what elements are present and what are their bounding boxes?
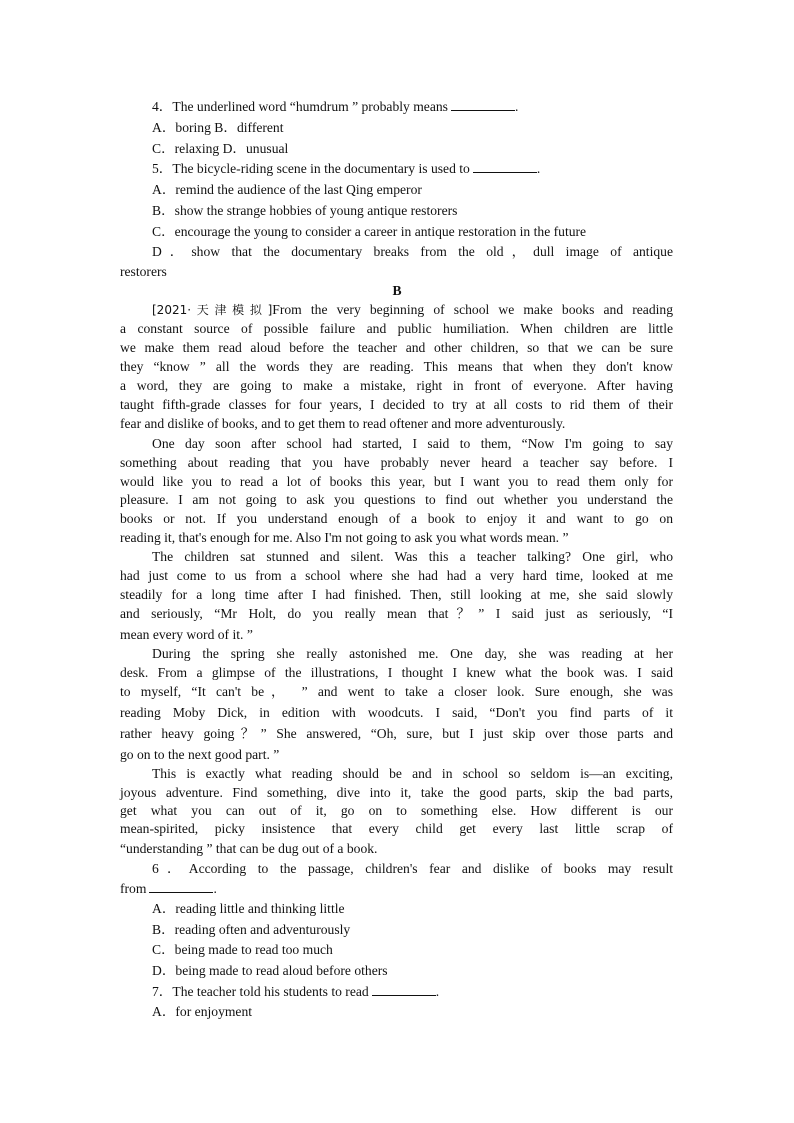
passage-line: reading Moby Dick, in edition with woodcuts. I said, “Don't you find parts of it xyxy=(120,705,673,720)
passage-line: a constant source of possible failure and public humiliation. When children are little xyxy=(120,321,673,336)
passage-line: This is exactly what reading should be and in school so seldom is—an exciting, xyxy=(152,766,673,781)
passage-line: The children sat stunned and silent. Was this a teacher talking? One girl, who xyxy=(152,549,673,564)
question-6-option-b: B．reading often and adventurously xyxy=(152,922,351,937)
passage-line: joyous adventure. Find something, dive into it, take the good parts, skip the bad parts, xyxy=(120,785,673,800)
question-5-option-a: A．remind the audience of the last Qing emperor xyxy=(152,182,422,197)
passage-line: One day soon after school had started, I said to them, “Now I'm going to say xyxy=(152,436,673,451)
passage-line: mean-spirited, picky insistence that every child get every last little scrap of xyxy=(120,821,673,836)
passage-line: During the spring she really astonished me. One day, she was reading at her xyxy=(152,646,673,661)
question-6-option-d: D．being made to read aloud before others xyxy=(152,963,388,978)
passage-line: desk. From a glimpse of the illustrations, I thought I knew what the book was. I said xyxy=(120,665,673,680)
question-5-option-c: C．encourage the young to consider a career in antique restoration in the future xyxy=(152,224,587,239)
question-4-stem: 4．The underlined word “humdrum ” probably means . xyxy=(152,99,519,114)
passage-line: rather heavy going？” She answered, “Oh, sure, but I just skip over those parts and xyxy=(120,726,673,741)
answer-blank xyxy=(451,97,515,111)
passage-line: would like you to read a lot of books this year, but I want you to read them only for xyxy=(120,474,673,489)
section-title: B xyxy=(392,283,402,298)
passage-line: a word, they are going to make a mistake, right in front of everyone. After having xyxy=(120,378,673,393)
passage-line: mean every word of it. ” xyxy=(120,627,253,642)
question-6-option-a: A．reading little and thinking little xyxy=(152,901,345,916)
passage-line: reading it, that's enough for me. Also I'm not going to ask you what words mean. ” xyxy=(120,530,569,545)
question-5-option-d-cont: restorers xyxy=(120,264,167,279)
answer-blank xyxy=(372,982,436,996)
passage-line: [2021·天津模拟]From the very beginning of school we make books and reading xyxy=(152,302,673,317)
passage-line: and seriously, “Mr Holt, do you really mean that？” I said just as seriously, “I xyxy=(120,606,673,621)
answer-blank xyxy=(473,159,537,173)
passage-line: taught fifth-grade classes for four years, I decided to try at all costs to rid them of their xyxy=(120,397,673,412)
passage-line: we make them read aloud before the teacher and other children, so that we can be sure xyxy=(120,340,673,355)
passage-source: [2021·天津模拟] xyxy=(152,303,273,317)
question-4-options-ab: A．boring B．different xyxy=(152,120,284,135)
passage-line: “understanding ” that can be dug out of a book. xyxy=(120,841,378,856)
passage-line: they “know ” all the words they are reading. This means that when they don't know xyxy=(120,359,673,374)
passage-line: steadily for a long time after I had finished. Then, still looking at me, she said slowly xyxy=(120,587,673,602)
passage-line: pleasure. I am not going to ask you questions to find out whether you understand the xyxy=(120,492,673,507)
question-5-option-d: D．show that the documentary breaks from the old，dull image of antique xyxy=(152,244,673,259)
question-5-option-b: B．show the strange hobbies of young antique restorers xyxy=(152,203,458,218)
passage-line: go on to the next good part. ” xyxy=(120,747,280,762)
question-7-option-a: A．for enjoyment xyxy=(152,1004,253,1019)
question-7-stem: 7．The teacher told his students to read . xyxy=(152,984,440,999)
question-5-stem: 5．The bicycle-riding scene in the documentary is used to . xyxy=(152,161,541,176)
passage-line: books or not. If you understand enough of a book to enjoy it and want to go on xyxy=(120,511,673,526)
passage-line: had just come to us from a school where she had had a very hard time, looked at me xyxy=(120,568,673,583)
passage-line: to myself, “It can't be， ” and went to take a closer look. Sure enough, she was xyxy=(120,684,673,699)
answer-blank xyxy=(149,879,213,893)
question-4-options-cd: C．relaxing D．unusual xyxy=(152,141,289,156)
passage-line: get what you can out of it, go on to something else. How different is our xyxy=(120,803,673,818)
passage-line: fear and dislike of books, and to get them to read oftener and more adventurously. xyxy=(120,416,566,431)
question-6-option-c: C．being made to read too much xyxy=(152,942,333,957)
question-6-stem-cont: from . xyxy=(120,881,217,896)
question-6-stem: 6．According to the passage, children's fear and dislike of books may result xyxy=(152,861,673,876)
passage-line: something about reading that you have probably never heard a teacher say before. I xyxy=(120,455,673,470)
